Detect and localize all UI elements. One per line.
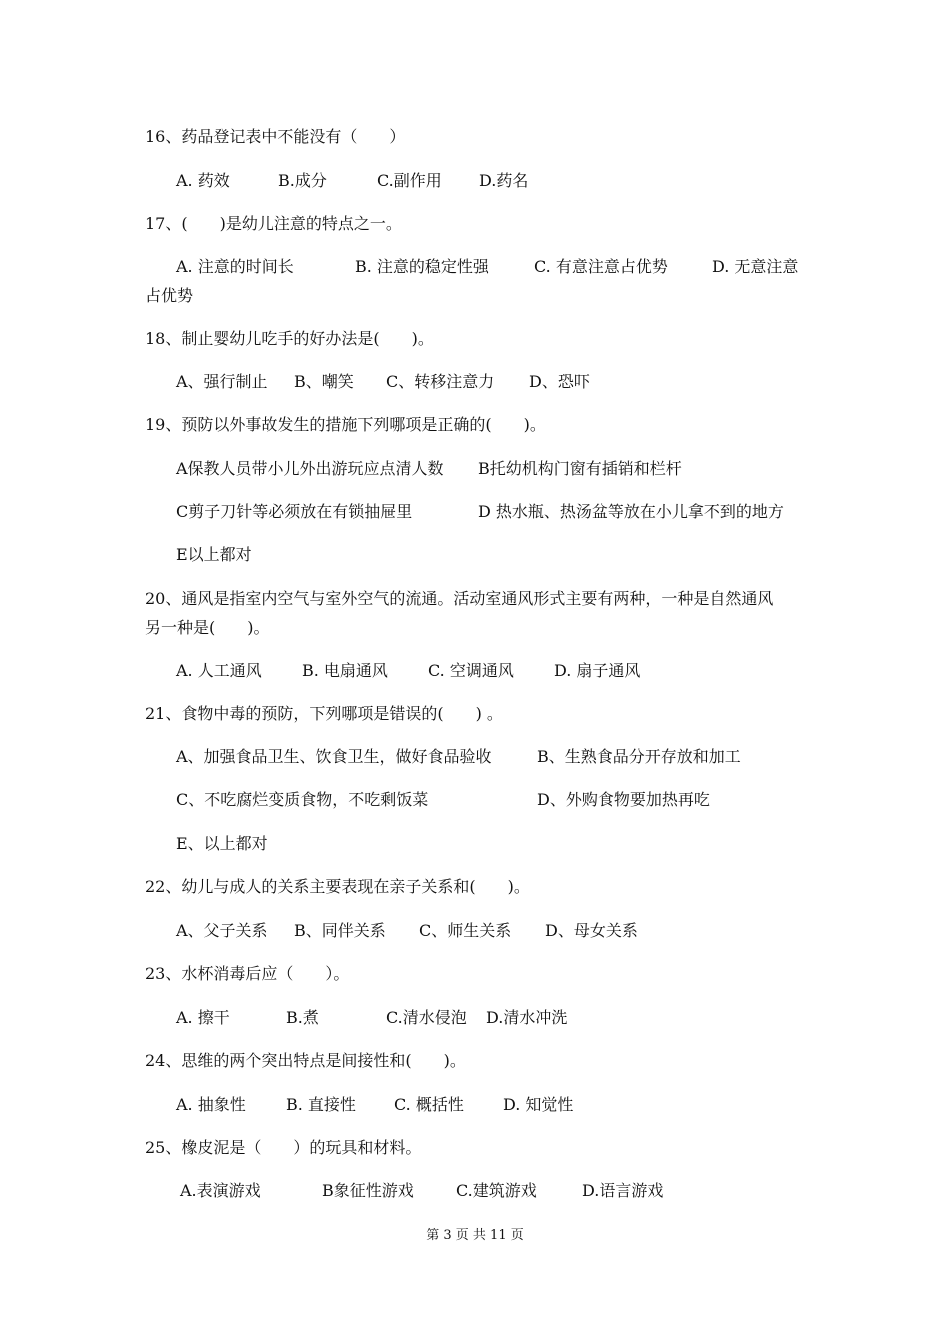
question-22-option-c: C、师生关系 <box>419 921 512 940</box>
question-25-option-d: D.语言游戏 <box>582 1181 664 1200</box>
question-21-option-e: E、以上都对 <box>176 834 268 853</box>
question-24-option-a: A. 抽象性 <box>176 1095 246 1114</box>
question-19-stem: 19、预防以外事故发生的措施下列哪项是正确的( )。 <box>145 415 546 434</box>
question-22-option-b: B、同伴关系 <box>294 921 386 940</box>
question-19-option-d: D 热水瓶、热汤盆等放在小儿拿不到的地方 <box>478 502 784 521</box>
question-16-option-d: D.药名 <box>479 171 529 190</box>
question-23-stem: 23、水杯消毒后应（ ）。 <box>145 964 350 983</box>
question-24-option-d: D. 知觉性 <box>503 1095 574 1114</box>
question-25-option-c: C.建筑游戏 <box>456 1181 537 1200</box>
question-24-stem: 24、思维的两个突出特点是间接性和( )。 <box>145 1051 466 1070</box>
question-21-option-c: C、不吃腐烂变质食物，不吃剩饭菜 <box>176 790 429 809</box>
question-16-option-b: B.成分 <box>278 171 327 190</box>
question-24-option-c: C. 概括性 <box>394 1095 464 1114</box>
question-17-stem: 17、( )是幼儿注意的特点之一。 <box>145 214 402 233</box>
question-18-stem: 18、制止婴幼儿吃手的好办法是( )。 <box>145 329 434 348</box>
question-19-option-e: E以上都对 <box>176 545 252 564</box>
page-number-footer: 第 3 页 共 11 页 <box>426 1228 524 1243</box>
question-17-option-c: C. 有意注意占优势 <box>534 257 668 276</box>
question-25-option-b: B象征性游戏 <box>322 1181 414 1200</box>
question-21-option-b: B、生熟食品分开存放和加工 <box>537 747 741 766</box>
question-25-option-a: A.表演游戏 <box>180 1181 261 1200</box>
question-19-option-b: B托幼机构门窗有插销和栏杆 <box>478 459 682 478</box>
question-22-option-d: D、母女关系 <box>545 921 638 940</box>
question-24-option-b: B. 直接性 <box>286 1095 356 1114</box>
question-16-option-a: A. 药效 <box>176 171 230 190</box>
question-21-stem: 21、食物中毒的预防，下列哪项是错误的( ) 。 <box>145 704 503 723</box>
question-23-option-b: B.煮 <box>286 1008 319 1027</box>
question-20-stem-wrap: 另一种是( )。 <box>145 618 270 637</box>
question-21-option-a: A、加强食品卫生、饮食卫生，做好食品验收 <box>176 747 492 766</box>
question-23-option-c: C.清水侵泡 <box>386 1008 467 1027</box>
question-18-option-d: D、恐吓 <box>529 372 590 391</box>
question-18-option-c: C、转移注意力 <box>386 372 495 391</box>
question-16-stem: 16、药品登记表中不能没有（ ） <box>145 127 406 146</box>
question-23-option-a: A. 擦干 <box>176 1008 230 1027</box>
question-17-option-d-wrap: 占优势 <box>145 286 194 305</box>
question-20-option-d: D. 扇子通风 <box>554 661 641 680</box>
question-17-option-d: D. 无意注意 <box>712 257 799 276</box>
question-17-option-a: A. 注意的时间长 <box>176 257 294 276</box>
question-17-option-b: B. 注意的稳定性强 <box>355 257 489 276</box>
question-20-stem: 20、通风是指室内空气与室外空气的流通。活动室通风形式主要有两种，一种是自然通风 <box>145 589 774 608</box>
question-18-option-a: A、强行制止 <box>176 372 268 391</box>
question-22-option-a: A、父子关系 <box>176 921 268 940</box>
question-23-option-d: D.清水冲洗 <box>486 1008 568 1027</box>
question-16-option-c: C.副作用 <box>377 171 442 190</box>
question-21-option-d: D、外购食物要加热再吃 <box>537 790 710 809</box>
question-20-option-a: A. 人工通风 <box>176 661 262 680</box>
question-20-option-b: B. 电扇通风 <box>302 661 388 680</box>
question-20-option-c: C. 空调通风 <box>428 661 514 680</box>
question-19-option-c: C剪子刀针等必须放在有锁抽屉里 <box>176 502 413 521</box>
question-25-stem: 25、橡皮泥是（ ）的玩具和材料。 <box>145 1138 422 1157</box>
question-19-option-a: A保教人员带小儿外出游玩应点清人数 <box>176 459 444 478</box>
question-18-option-b: B、嘲笑 <box>294 372 354 391</box>
question-22-stem: 22、幼儿与成人的关系主要表现在亲子关系和( )。 <box>145 877 530 896</box>
